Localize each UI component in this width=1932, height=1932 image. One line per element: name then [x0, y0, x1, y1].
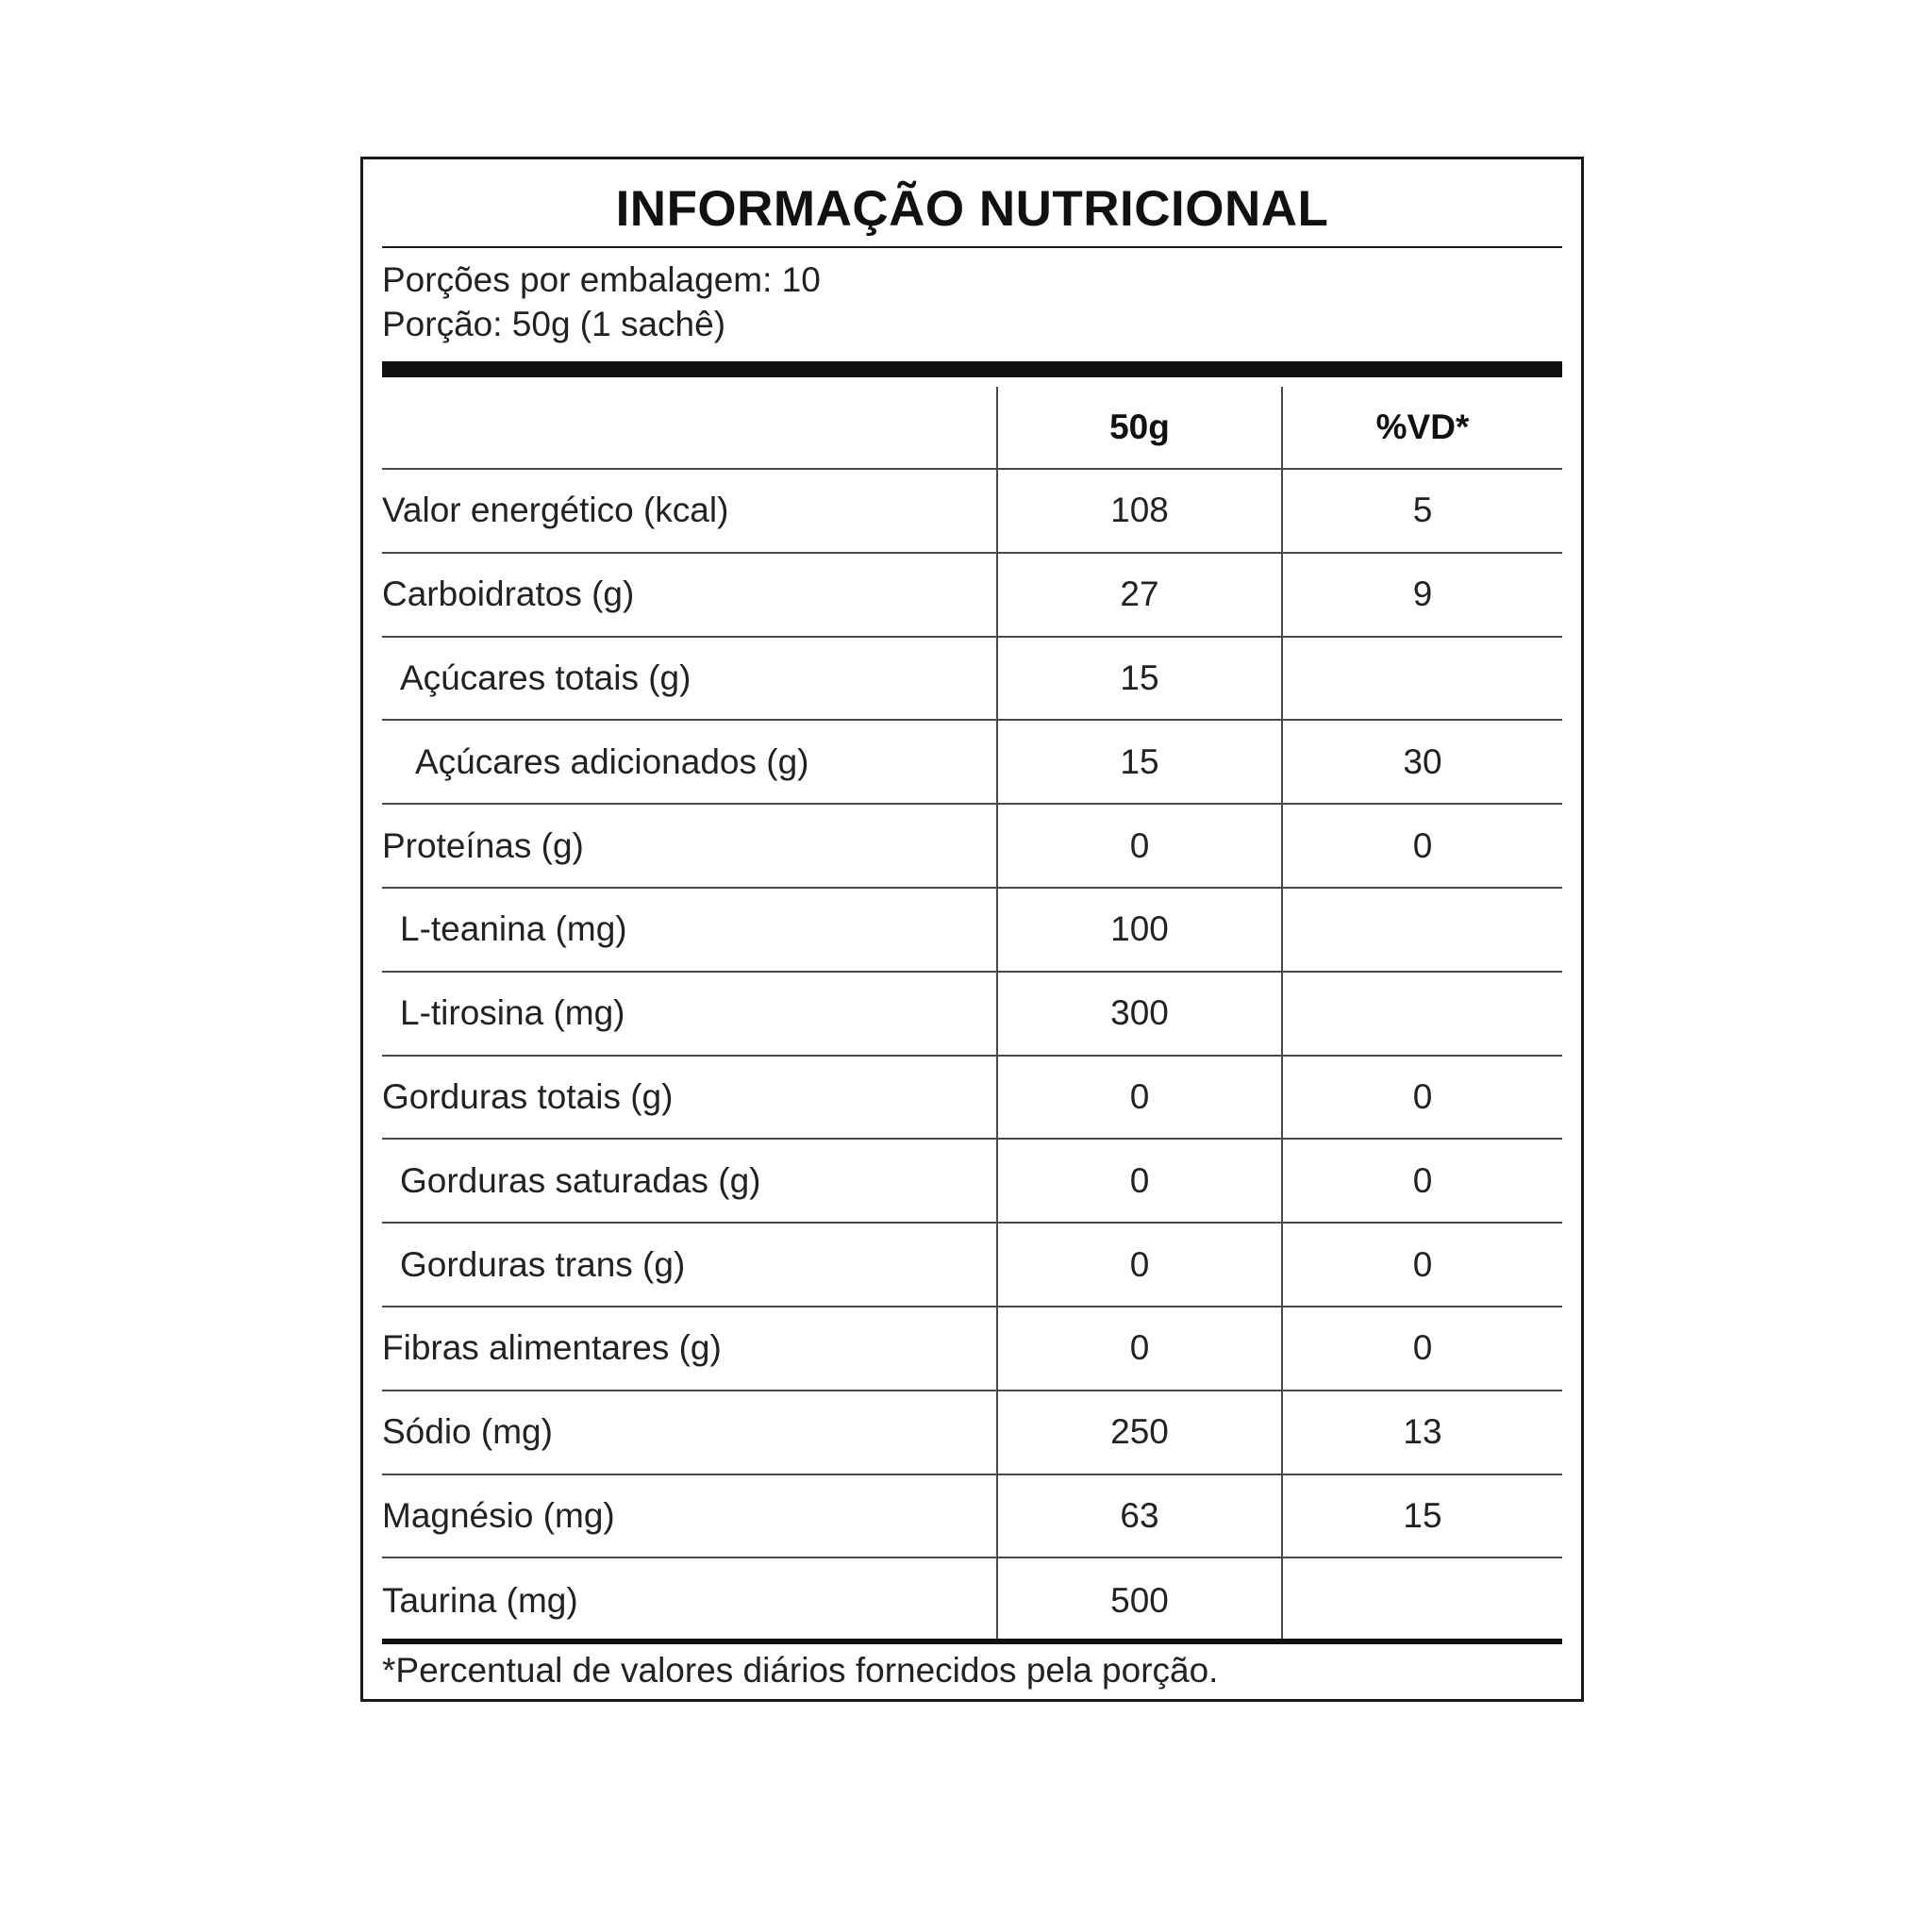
- table-row: [382, 1140, 1562, 1224]
- footnote: *Percentual de valores diários fornecidos pela porção.: [382, 1651, 1219, 1690]
- bottom-divider: [382, 1639, 1562, 1644]
- nutrient-quantity: 250: [996, 1391, 1281, 1474]
- table-row: [382, 889, 1562, 973]
- table-row: [382, 1558, 1562, 1642]
- thick-divider: [382, 361, 1562, 377]
- servings-per-package: Porções por embalagem: 10: [382, 260, 821, 299]
- nutrient-quantity: 0: [996, 1057, 1281, 1139]
- nutrient-quantity: 63: [996, 1475, 1281, 1557]
- nutrient-name: Carboidratos (g): [382, 575, 635, 614]
- nutrient-daily-value: 9: [1281, 554, 1562, 636]
- nutrient-quantity: 15: [996, 721, 1281, 803]
- nutrient-quantity: 0: [996, 1307, 1281, 1390]
- nutrition-facts-label: [360, 157, 1584, 1702]
- nutrient-daily-value: [1281, 638, 1562, 720]
- nutrient-name: Valor energético (kcal): [382, 491, 729, 530]
- nutrient-quantity: 27: [996, 554, 1281, 636]
- table-row: [382, 638, 1562, 722]
- nutrient-name: Proteínas (g): [382, 825, 584, 865]
- nutrient-quantity: 0: [996, 1224, 1281, 1306]
- nutrient-quantity: 100: [996, 889, 1281, 971]
- nutrient-daily-value: 0: [1281, 1307, 1562, 1390]
- nutrient-quantity: 0: [996, 1140, 1281, 1222]
- serving-size: Porção: 50g (1 sachê): [382, 305, 726, 343]
- table-row: [382, 554, 1562, 638]
- nutrient-quantity: 108: [996, 470, 1281, 552]
- nutrient-daily-value: [1281, 889, 1562, 971]
- nutrient-name: L-tirosina (mg): [400, 993, 625, 1033]
- nutrient-daily-value: 0: [1281, 1140, 1562, 1222]
- table-row: [382, 1224, 1562, 1307]
- nutrient-name: Taurina (mg): [382, 1580, 578, 1620]
- table-row: [382, 721, 1562, 805]
- nutrient-daily-value: 0: [1281, 1224, 1562, 1306]
- nutrient-name: L-teanina (mg): [400, 909, 627, 949]
- nutrient-quantity: 500: [996, 1558, 1281, 1642]
- nutrient-name: Sódio (mg): [382, 1412, 553, 1452]
- nutrient-name: Açúcares totais (g): [400, 658, 691, 697]
- table-row: [382, 1475, 1562, 1559]
- table-row: [382, 1391, 1562, 1475]
- nutrient-daily-value: 0: [1281, 805, 1562, 887]
- nutrient-daily-value: 30: [1281, 721, 1562, 803]
- nutrient-daily-value: 0: [1281, 1057, 1562, 1139]
- nutrient-daily-value: 15: [1281, 1475, 1562, 1557]
- nutrient-name: Açúcares adicionados (g): [415, 741, 809, 781]
- nutrient-daily-value: [1281, 1558, 1562, 1642]
- table-row: [382, 1307, 1562, 1391]
- nutrient-name: Gorduras totais (g): [382, 1076, 674, 1116]
- nutrient-quantity: 15: [996, 638, 1281, 720]
- table-row: [382, 1057, 1562, 1141]
- header-daily-value: %VD*: [1281, 387, 1562, 468]
- nutrient-quantity: 300: [996, 973, 1281, 1055]
- table-row: [382, 470, 1562, 554]
- table-header-row: [382, 387, 1562, 470]
- title-divider: [382, 246, 1562, 248]
- table-row: [382, 805, 1562, 889]
- nutrient-name: Magnésio (mg): [382, 1495, 615, 1535]
- table-row: [382, 973, 1562, 1057]
- nutrient-daily-value: [1281, 973, 1562, 1055]
- header-nutrient: [382, 387, 996, 468]
- nutrient-quantity: 0: [996, 805, 1281, 887]
- header-quantity: 50g: [996, 387, 1281, 468]
- nutrition-table: [382, 387, 1562, 1642]
- nutrient-name: Gorduras saturadas (g): [400, 1160, 761, 1200]
- nutrient-name: Fibras alimentares (g): [382, 1328, 722, 1368]
- nutrient-daily-value: 5: [1281, 470, 1562, 552]
- nutrient-name: Gorduras trans (g): [400, 1244, 686, 1284]
- nutrient-daily-value: 13: [1281, 1391, 1562, 1474]
- label-title: INFORMAÇÃO NUTRICIONAL: [615, 181, 1329, 237]
